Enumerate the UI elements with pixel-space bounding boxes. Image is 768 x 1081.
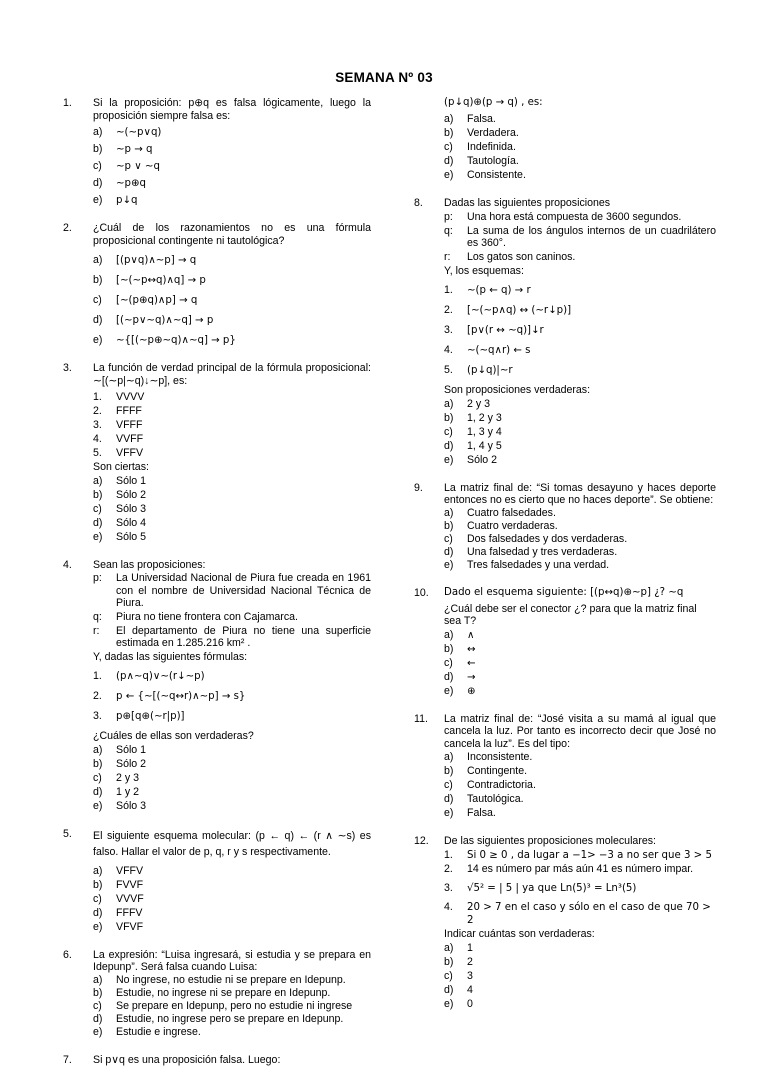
formula-2 [444,304,716,317]
formula-text: p⊕[q⊕(∼r|p)] [116,711,185,723]
option-label: b) [444,642,454,655]
proposition-text: Los gatos son caninos. [467,250,576,263]
option-d [93,786,371,799]
item-4 [444,901,716,927]
proposition-label: r: [444,250,451,263]
question-number: 5. [63,827,72,840]
option-label: b) [93,488,103,501]
item-label: 3. [93,419,102,432]
option-label: e) [93,334,103,347]
option-label: e) [93,799,103,812]
item-label: 4. [444,900,453,913]
item-1 [444,849,716,862]
proposition-text: La Universidad Nacional de Piura fue creada en 1961 con el nombre de Universidad Nacional Técnica de Piura. [116,572,371,610]
question-6 [63,949,371,1039]
option-label: e) [93,1025,103,1038]
question-number: 1. [63,97,72,109]
item-label: 2. [444,862,453,875]
option-label: b) [93,878,103,891]
option-text: VFVF [116,920,144,933]
sub-heading: Indicar cuántas son verdaderas: [444,928,595,940]
option-d [93,907,371,920]
option-e [93,531,371,544]
option-text: FFFV [116,906,143,919]
formula-text: [∼(∼p∧q) ↔ (∼r↓p)] [467,305,572,317]
question-stem: ¿Cuál de los razonamientos no es una fórmula proposicional contingente ni tautológica? [93,222,371,247]
option-label: a) [444,506,454,519]
sub-heading: Son proposiciones verdaderas: [444,384,591,397]
option-label: d) [93,177,103,190]
option-e [93,921,371,934]
option-text: 3 [467,969,473,982]
option-text: FVVF [116,878,144,891]
option-text: [(p∨q)∧∼p] → q [116,255,197,267]
question-12 [414,835,716,1010]
option-label: a) [444,113,454,126]
formula-label: 4. [444,344,453,357]
question-7 [63,1054,371,1067]
option-a [444,751,716,764]
item-text: FFFF [116,405,142,418]
option-a [93,126,371,139]
sub-heading: Y, los esquemas: [444,264,524,277]
option-text: ∼{[(∼p⊕∼q)∧∼q] → p} [116,335,236,347]
formula-4 [444,344,716,357]
option-a [93,744,371,757]
option-label: c) [93,892,102,905]
question-3 [63,362,371,544]
option-label: d) [93,1012,103,1025]
option-a [93,475,371,488]
option-text: p↓q [116,195,138,207]
sub-heading: Son ciertas: [93,461,149,474]
proposition-q [93,611,371,624]
item-text: VFFV [116,447,144,460]
option-label: d) [93,785,103,798]
question-number: 4. [63,558,72,571]
formula-label: 5. [444,364,453,377]
option-label: b) [444,411,454,424]
option-label: c) [444,779,453,792]
option-label: e) [93,920,103,933]
option-label: c) [444,969,453,982]
item-2 [444,863,716,876]
option-e [444,998,716,1011]
option-c [93,503,371,516]
option-text: 2 y 3 [467,397,490,410]
option-text: 1, 2 y 3 [467,411,502,424]
sub-heading: ¿Cuáles de ellas son verdaderas? [93,730,254,743]
option-text: Cuatro verdaderas. [467,519,558,532]
question-stem: La función de verdad principal de la fórmula proposicional: ∼[(∼p|∼q)↓∼p], es: [93,362,371,387]
option-label: c) [93,294,102,307]
formula-text: [p∨(r ↔ ∼q)]↓r [467,325,544,337]
formula-label: 3. [93,710,102,723]
option-d [444,793,716,806]
option-d [444,440,716,453]
option-text: Sólo 5 [116,530,147,543]
option-text: 2 [467,955,473,968]
option-label: a) [93,474,103,487]
option-c [93,893,371,906]
option-label: b) [444,765,454,778]
option-text: 1 y 2 [116,785,139,798]
question-stem: La matriz final de: “Si tomas desayuno y haces deporte entonces no es cierto que no haces deporte”. Se obtiene: [444,481,716,507]
option-label: e) [444,453,454,466]
proposition-p [93,572,371,610]
option-b [444,127,716,140]
option-label: c) [93,160,102,173]
option-text: ∼(∼p∨q) [116,127,162,138]
option-label: c) [93,999,102,1012]
option-c [444,970,716,983]
item-text: 20 > 7 en el caso y sólo en el caso de que 70 > 2 [467,901,711,926]
option-text: ∼p⊕q [116,178,147,190]
option-text: Tres falsedades y una verdad. [467,558,610,571]
formula-5 [444,364,716,377]
option-text: Sólo 1 [116,474,147,487]
question-number: 11. [414,712,428,725]
proposition-p [444,211,716,224]
formula-label: 2. [93,690,102,703]
question-number: 2. [63,222,72,235]
item-2 [93,405,371,418]
option-label: b) [93,986,103,999]
option-label: a) [93,126,103,138]
question-number: 7. [63,1053,72,1066]
option-text: Sólo 3 [116,502,147,515]
option-b [93,274,371,287]
option-text: Cuatro falsedades. [467,506,556,519]
option-c [93,294,371,307]
question-stem: Dadas las siguientes proposiciones [444,197,611,210]
option-e [444,454,716,467]
option-text: Sólo 2 [116,488,147,501]
formula-label: 1. [444,284,453,297]
question-stem: De las siguientes proposiciones moleculares: [444,835,656,848]
option-label: b) [444,127,454,140]
option-text: No ingrese, no estudie ni se prepare en Idepunp. [116,973,346,986]
sub-heading: ¿Cuál debe ser el conector ¿? para que la matriz final sea T? [444,602,697,628]
formula-label: 3. [444,324,453,337]
option-text: ← [467,657,476,669]
question-stem: Si p∨q es una proposición falsa. Luego: [93,1053,281,1066]
item-label: 4. [93,433,102,446]
option-b [444,520,716,533]
item-text: VVVV [116,391,145,404]
option-b [444,412,716,425]
option-text: Contradictoria. [467,779,536,792]
question-number: 8. [414,197,423,210]
option-c [444,779,716,792]
item-3 [93,419,371,432]
item-text: VVFF [116,433,144,446]
option-text: Estudie e ingrese. [116,1025,201,1038]
option-d [444,155,716,168]
formula-text: p ← {∼[(∼q↔r)∧∼p] → s} [116,691,246,703]
proposition-q [444,225,716,250]
question-7-continued [414,97,716,182]
question-stem: Si la proposición: p⊕q es falsa lógicamente, luego la proposición siempre falsa es: [93,97,371,122]
option-label: a) [444,941,454,954]
option-b [93,758,371,771]
option-text: → [467,671,476,683]
option-label: a) [444,397,454,410]
sub-heading: Y, dadas las siguientes fórmulas: [93,650,248,663]
question-8 [414,197,716,467]
option-label: c) [444,532,453,545]
formula-text: ∼(p ← q) → r [467,285,531,297]
question-number: 10. [414,586,429,599]
option-c [444,533,716,546]
option-text: 4 [467,983,473,996]
option-b [444,765,716,778]
proposition-label: r: [93,624,100,637]
option-b [93,489,371,502]
question-10 [414,587,716,698]
option-label: d) [444,670,454,683]
question-11 [414,713,716,821]
option-label: e) [93,530,103,543]
formula-label: 1. [93,670,102,683]
option-a [444,113,716,126]
option-text: Inconsistente. [467,751,533,764]
option-text: Sólo 4 [116,516,147,529]
option-label: e) [444,684,454,697]
proposition-r [444,251,716,264]
option-e [444,685,716,698]
option-label: a) [444,628,454,641]
formula-3 [444,324,716,337]
option-text: ∼p → q [116,144,153,156]
option-text: VFFV [116,864,144,877]
option-text: Sólo 3 [116,799,147,812]
item-label: 1. [444,848,453,861]
option-text: 1, 4 y 5 [467,439,502,452]
formula-text: (p↓q)|∼r [467,365,513,377]
option-c [93,160,371,173]
option-label: a) [93,864,103,877]
option-b [93,143,371,156]
formula-text: ∼(∼q∧r) ← s [467,345,531,357]
option-text: 1 [467,941,473,954]
option-label: b) [93,757,103,770]
option-label: c) [93,771,102,784]
option-label: e) [444,997,454,1010]
option-text: [∼(p⊕q)∧p] → q [116,295,198,307]
option-a [444,507,716,520]
option-text: Sólo 2 [467,453,498,466]
question-number: 6. [63,948,72,961]
option-e [93,800,371,813]
proposition-label: p: [93,572,102,585]
left-column [63,97,371,1081]
proposition-text: Una hora está compuesta de 3600 segundos. [467,210,682,223]
item-text: 14 es número par más aún 41 es número impar. [467,862,694,875]
option-c [93,1000,371,1013]
question-stem: El siguiente esquema molecular: (p ← q) ← (r ∧ ∼s) es falso. Hallar el valor de p, q, r y s respectivamente. [93,829,371,859]
option-a [444,629,716,642]
option-d [444,984,716,997]
option-label: d) [93,906,103,919]
option-d [93,314,371,327]
option-label: d) [444,793,454,806]
option-text: ⊕ [467,685,476,697]
formula-1 [93,670,371,683]
question-2 [63,222,371,347]
option-label: e) [93,194,103,207]
question-stem: Dado el esquema siguiente: [(p↔q)⊕∼p] ¿? ∼q [444,586,684,598]
question-4 [63,559,371,813]
option-text: 0 [467,997,473,1010]
option-label: b) [93,274,103,287]
option-label: a) [93,973,103,986]
formula-text: (p∧∼q)∨∼(r↓∼p) [116,671,205,683]
question-1 [63,97,371,207]
option-text: Tautología. [467,155,519,168]
option-text: Consistente. [467,169,526,182]
option-d [444,546,716,559]
option-a [93,865,371,878]
option-text: Indefinida. [467,141,516,154]
option-b [93,879,371,892]
question-stem: La expresión: “Luisa ingresará, si estudia y se prepara en Idepunp”. Será falsa cuando Luisa: [93,948,371,974]
option-text: [∼(∼p↔q)∧q] → p [116,275,206,287]
option-label: d) [93,516,103,529]
formula-3 [93,710,371,723]
option-text: Falsa. [467,113,496,126]
option-text: Verdadera. [467,127,519,140]
option-text: 1, 3 y 4 [467,425,502,438]
option-a [444,398,716,411]
option-text: ∼p ∨ ∼q [116,161,160,173]
item-3 [444,882,716,895]
option-text: Estudie, no ingrese pero se prepare en Idepunp. [116,1012,344,1025]
option-a [444,942,716,955]
option-text: Dos falsedades y dos verdaderas. [467,532,628,545]
question-number: 12. [414,835,429,848]
item-4 [93,433,371,446]
proposition-r [93,625,371,650]
question-number: 3. [63,362,72,375]
option-b [93,987,371,1000]
option-e [444,807,716,820]
option-text: ∧ [467,629,475,641]
option-d [444,671,716,684]
right-column [414,97,716,1026]
proposition-label: q: [444,224,453,237]
option-text: Sólo 2 [116,757,147,770]
option-a [93,974,371,987]
page-title: SEMANA Nº 03 [335,70,433,85]
option-e [93,334,371,347]
option-label: d) [444,439,454,452]
option-label: c) [93,502,102,515]
option-text: ↔ [467,643,476,655]
option-e [93,194,371,207]
item-label: 1. [93,391,102,404]
option-c [444,426,716,439]
option-text: Una falsedad y tres verdaderas. [467,545,618,558]
option-b [444,956,716,969]
question-5 [63,828,371,934]
option-text: Estudie, no ingrese ni se prepare en Idepunp. [116,986,331,999]
option-text: Contingente. [467,765,528,778]
item-text: Si 0 ≥ 0 , da lugar a −1> −3 a no ser que 3 > 5 [467,849,712,861]
option-c [444,141,716,154]
item-label: 5. [93,447,102,460]
option-label: d) [93,314,103,327]
option-label: d) [444,983,454,996]
option-d [93,517,371,530]
option-label: b) [444,955,454,968]
option-e [444,559,716,572]
option-d [93,177,371,190]
option-text: Falsa. [467,807,496,820]
formula-1 [444,284,716,297]
question-stem: La matriz final de: “José visita a su mamá al igual que cancela la luz. Por tanto es incorrecto decir que José no cancela la luz”. Es del tipo: [444,712,716,750]
question-continuation: (p↓q)⊕(p → q) , es: [444,97,543,108]
option-label: c) [444,656,453,669]
item-5 [93,447,371,460]
option-label: e) [444,558,454,571]
option-text: Sólo 1 [116,743,147,756]
proposition-text: La suma de los ángulos internos de un cuadrilátero es 360°. [467,224,716,250]
proposition-text: Piura no tiene frontera con Cajamarca. [116,610,298,623]
option-text: Se prepare en Idepunp, pero no estudie ni ingrese [116,999,353,1012]
question-number: 9. [414,481,423,494]
item-1 [93,391,371,404]
option-text: 2 y 3 [116,771,139,784]
option-e [444,169,716,182]
option-label: c) [444,141,453,154]
option-label: a) [444,751,454,764]
formula-2 [93,690,371,703]
option-label: b) [444,519,454,532]
option-label: c) [444,425,453,438]
question-stem: Sean las proposiciones: [93,558,206,571]
option-b [444,643,716,656]
option-label: e) [444,807,454,820]
formula-label: 2. [444,304,453,317]
option-label: d) [444,545,454,558]
proposition-text: El departamento de Piura no tiene una superficie estimada en 1.285.216 km² . [116,624,371,650]
option-text: Tautológica. [467,793,524,806]
option-label: a) [93,254,103,267]
proposition-label: p: [444,210,453,223]
option-label: e) [444,169,454,182]
option-text: VVVF [116,892,144,905]
option-label: b) [93,143,103,156]
question-9 [414,482,716,572]
item-label: 3. [444,881,453,894]
item-label: 2. [93,405,102,418]
option-c [93,772,371,785]
option-label: d) [444,155,454,168]
option-e [93,1026,371,1039]
option-c [444,657,716,670]
proposition-label: q: [93,610,102,623]
option-label: a) [93,743,103,756]
item-text: VFFF [116,419,143,432]
option-a [93,254,371,267]
item-text: √5² = | 5 | ya que Ln(5)³ = Ln³(5) [467,882,637,894]
option-text: [(∼p∨∼q)∧∼q] → p [116,315,214,327]
